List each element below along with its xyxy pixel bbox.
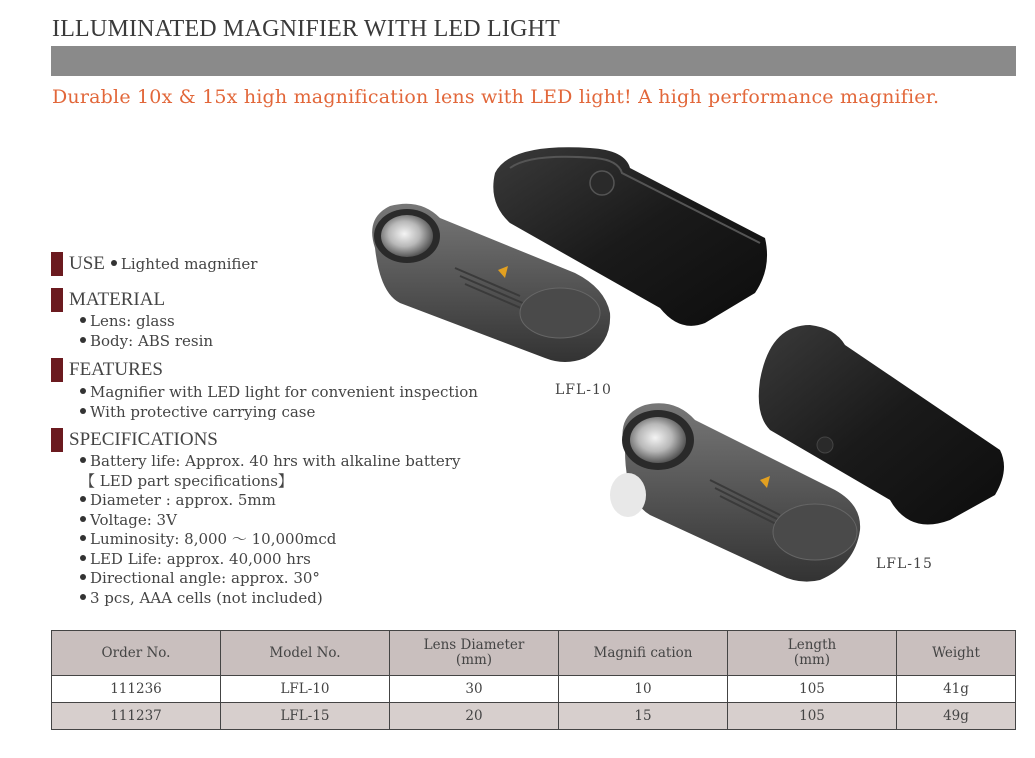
- bullet-icon: [80, 457, 86, 463]
- col-header-lens-diameter-line1: Lens Diameter: [423, 637, 525, 653]
- section-marker: [51, 288, 63, 312]
- section-title-use: USE: [69, 253, 105, 274]
- cell-model-no: LFL-15: [221, 703, 390, 730]
- bullet-icon: [80, 388, 86, 394]
- bullet-icon: [80, 535, 86, 541]
- list-item: [80, 569, 460, 589]
- section-material: [51, 288, 165, 312]
- led-spec-header: [80, 472, 460, 492]
- cell-order-no: 111237: [52, 703, 221, 730]
- bullet-icon: [80, 408, 86, 414]
- bullet-icon: [80, 337, 86, 343]
- col-header-length-unit: (mm): [793, 652, 831, 668]
- section-title-material: MATERIAL: [69, 289, 166, 310]
- use-value: Lighted magnifier: [120, 255, 258, 273]
- col-header-model-no: Model No.: [221, 631, 390, 676]
- cell-magnification: 10: [559, 676, 728, 703]
- table-row: [52, 703, 1016, 730]
- table-row: [52, 676, 1016, 703]
- model-label-lfl-15: LFL-15: [876, 556, 933, 572]
- bullet-icon: [80, 594, 86, 600]
- list-item-text: Lens: glass: [90, 312, 175, 330]
- col-header-order-no: Order No.: [52, 631, 221, 676]
- col-header-lens-diameter-unit: (mm): [455, 652, 493, 668]
- section-title-specifications: SPECIFICATIONS: [69, 429, 218, 450]
- features-list: [80, 382, 478, 422]
- led-spec-header-text: 【 LED part specifications】: [80, 471, 293, 490]
- bullet-icon: [80, 516, 86, 522]
- list-item-text: LED Life: approx. 40,000 hrs: [90, 549, 311, 568]
- tagline: Durable 10x & 15x high magnification lens with LED light! A high performance magnifier.: [52, 86, 940, 108]
- specifications-list: [80, 452, 460, 608]
- list-item-text: With protective carrying case: [90, 403, 316, 421]
- section-marker: [51, 358, 63, 382]
- list-item: [80, 550, 460, 570]
- list-item: [80, 589, 460, 609]
- bullet-icon: [80, 574, 86, 580]
- cell-length: 105: [728, 676, 897, 703]
- list-item: [80, 311, 213, 331]
- list-item: [80, 491, 460, 511]
- product-image-lfl-15: [610, 320, 1015, 595]
- list-item: [80, 452, 460, 472]
- list-item: [80, 511, 460, 531]
- cell-weight: 49g: [897, 703, 1016, 730]
- bullet-icon: [80, 496, 86, 502]
- col-header-length-line1: Length: [787, 637, 837, 653]
- cell-lens-diameter: 30: [390, 676, 559, 703]
- list-item-text: 3 pcs, AAA cells (not included): [90, 588, 323, 607]
- cell-lens-diameter: 20: [390, 703, 559, 730]
- table-header-row: [52, 631, 1016, 676]
- bullet-icon: [80, 317, 86, 323]
- list-item-text: Voltage: 3V: [90, 510, 177, 529]
- list-item-text: Directional angle: approx. 30°: [90, 569, 320, 587]
- material-list: [80, 311, 213, 351]
- section-use: [51, 252, 257, 276]
- product-spec-table: [51, 630, 1016, 730]
- cell-magnification: 15: [559, 703, 728, 730]
- use-text: [111, 255, 258, 273]
- title-bar: [51, 46, 1016, 76]
- col-header-lens-diameter: [390, 631, 559, 676]
- model-label-lfl-10: LFL-10: [555, 382, 612, 398]
- cell-weight: 41g: [897, 676, 1016, 703]
- list-item-text: Luminosity: 8,000 ～ 10,000mcd: [90, 530, 337, 548]
- page-title: ILLUMINATED MAGNIFIER WITH LED LIGHT: [52, 16, 561, 42]
- section-title-features: FEATURES: [69, 359, 163, 380]
- col-header-magnification: Magnifi cation: [559, 631, 728, 676]
- list-item: [80, 382, 478, 402]
- section-specifications: [51, 428, 218, 452]
- col-header-weight: Weight: [897, 631, 1016, 676]
- list-item-text: Magnifier with LED light for convenient inspection: [90, 383, 478, 401]
- cell-length: 105: [728, 703, 897, 730]
- cell-order-no: 111236: [52, 676, 221, 703]
- list-item-text: Diameter : approx. 5mm: [90, 491, 276, 509]
- section-marker: [51, 252, 63, 276]
- cell-model-no: LFL-10: [221, 676, 390, 703]
- list-item: [80, 402, 478, 422]
- section-features: [51, 358, 163, 382]
- col-header-length: [728, 631, 897, 676]
- section-marker: [51, 428, 63, 452]
- bullet-icon: [80, 555, 86, 561]
- list-item-text: Body: ABS resin: [90, 332, 214, 350]
- list-item: [80, 530, 460, 550]
- list-item-text: Battery life: Approx. 40 hrs with alkaline battery: [90, 452, 461, 470]
- bullet-icon: [111, 260, 117, 266]
- list-item: [80, 331, 213, 351]
